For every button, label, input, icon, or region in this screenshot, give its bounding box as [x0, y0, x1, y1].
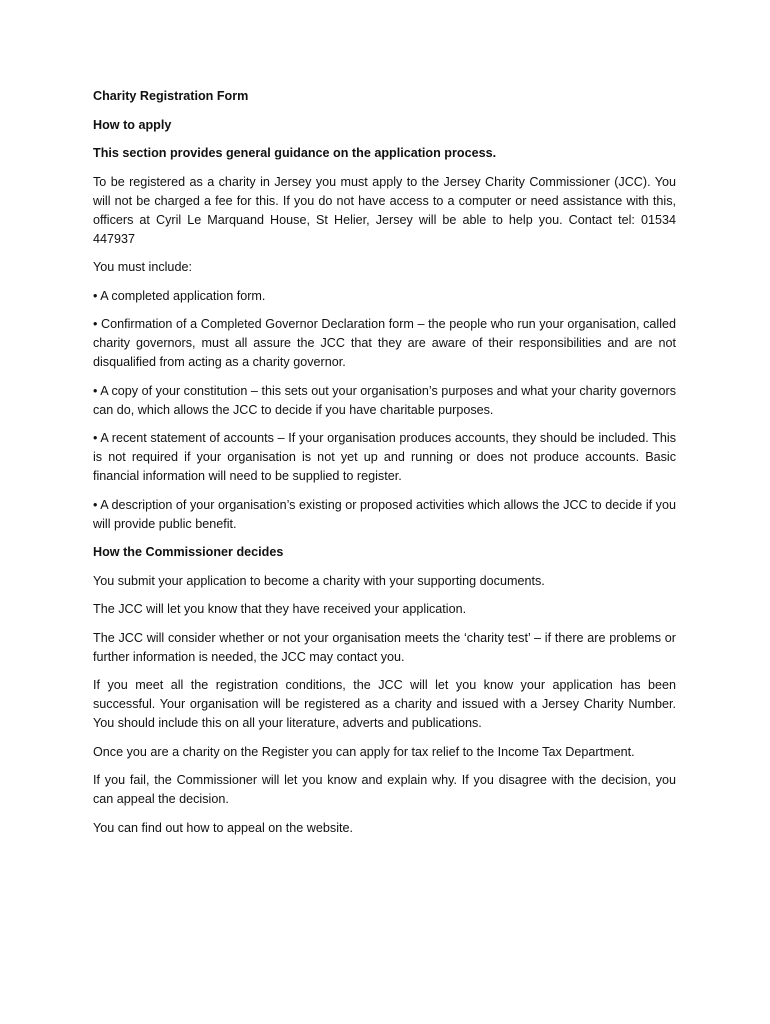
- commissioner-paragraph: You submit your application to become a charity with your supporting documents.: [93, 573, 545, 588]
- document-title: Charity Registration Form: [93, 89, 249, 103]
- commissioner-paragraph: Once you are a charity on the Register you can apply for tax relief to the Income Tax Department.: [93, 744, 635, 759]
- requirement-item: • A copy of your constitution – this sets out your organisation’s purposes and what your charity governors can do, which allows the JCC to decide if you have charitable purposes.: [93, 383, 676, 417]
- commissioner-paragraph: The JCC will consider whether or not your organisation meets the ‘charity test’ – if there are problems or further information is needed, the JCC may contact you.: [93, 630, 676, 664]
- requirement-item: • A completed application form.: [93, 288, 266, 303]
- must-include-label: You must include:: [93, 260, 192, 274]
- section-intro: This section provides general guidance on the application process.: [93, 146, 497, 160]
- how-to-apply-heading: How to apply: [93, 117, 172, 132]
- commissioner-paragraph: You can find out how to appeal on the website.: [93, 820, 353, 835]
- commissioner-paragraph: The JCC will let you know that they have received your application.: [93, 602, 467, 616]
- commissioner-paragraph: If you meet all the registration conditions, the JCC will let you know your application has been successful. Your organisation will be registered as a charity and issued with a Jersey Charity Number. You should include this on all your literature, adverts and publications.: [93, 678, 676, 730]
- intro-paragraph: To be registered as a charity in Jersey you must apply to the Jersey Charity Commissioner (JCC). You will not be charged a fee for this. If you do not have access to a computer or need assistance with this, officers at Cyril Le Marquand House, St Helier, Jersey will be able to help you. Contact tel: 01534 447937: [93, 174, 676, 246]
- commissioner-paragraph: If you fail, the Commissioner will let you know and explain why. If you disagree with the decision, you can appeal the decision.: [93, 773, 676, 806]
- requirement-item: • A recent statement of accounts – If your organisation produces accounts, they should be included. This is not required if your organisation is not yet up and running or does not produce accounts. Basic financial information will need to be supplied to register.: [93, 431, 676, 483]
- requirement-item: • A description of your organisation’s existing or proposed activities which allows the JCC to decide if you will provide public benefit.: [93, 497, 676, 531]
- requirement-item: • Confirmation of a Completed Governor Declaration form – the people who run your organisation, called charity governors, must all assure the JCC that they are aware of their responsibilities and are not disqualified from acting as a charity governor.: [93, 317, 676, 369]
- commissioner-heading: How the Commissioner decides: [93, 545, 284, 559]
